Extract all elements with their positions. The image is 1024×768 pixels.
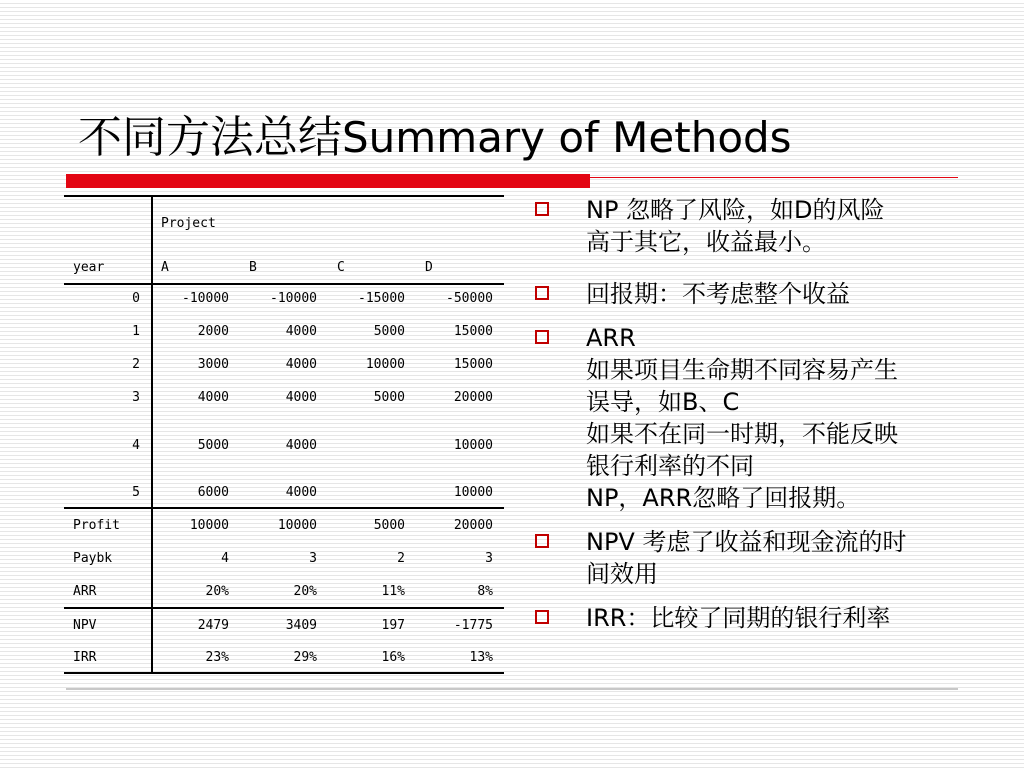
table-cell: 10000: [277, 518, 317, 533]
table-cell: 20%: [205, 584, 229, 599]
row-label: 1: [132, 324, 140, 339]
bullet-item: NPV 考虑了收益和现金流的时 间效用: [532, 526, 1012, 590]
table-cell: 20000: [453, 518, 493, 533]
table-cell: 5000: [373, 324, 405, 339]
header-col-b: B: [249, 260, 257, 275]
table-cell: 11%: [381, 584, 405, 599]
table-cell: 4000: [285, 438, 317, 453]
table-cell: -10000: [182, 291, 229, 306]
table-header-rule: [64, 283, 504, 285]
table-cell: 20000: [453, 390, 493, 405]
title-english: Summary of Methods: [342, 113, 792, 162]
table-profit-rule: [64, 507, 504, 509]
title-accent-bar: [66, 174, 590, 188]
table-cell: 10000: [453, 485, 493, 500]
table-cell: [317, 485, 405, 501]
table-cell: 4000: [197, 390, 229, 405]
row-label: 0: [132, 291, 140, 306]
table-cell: 20%: [293, 584, 317, 599]
slide-title: [78, 108, 792, 168]
table-bottom-rule: [64, 672, 504, 674]
header-col-a: A: [161, 260, 169, 275]
table-cell: 10000: [365, 357, 405, 372]
square-bullet-icon: [535, 202, 549, 216]
header-col-c: C: [337, 260, 345, 275]
header-project: Project: [161, 216, 216, 231]
row-label: Paybk: [73, 551, 113, 566]
table-cell: 4: [221, 551, 229, 566]
table-top-rule: [64, 195, 504, 197]
table-cell: 2: [397, 551, 405, 566]
row-label: Profit: [73, 518, 120, 533]
title-accent-line: [590, 177, 958, 178]
table-npv-rule: [64, 607, 504, 609]
table-cell: 29%: [293, 650, 317, 665]
square-bullet-icon: [535, 286, 549, 300]
bullet-item: IRR：比较了同期的银行利率: [532, 602, 1012, 634]
row-label: 4: [132, 438, 140, 453]
footer-rule: [66, 688, 958, 690]
header-year: year: [73, 260, 105, 275]
bullet-list: [532, 192, 1012, 634]
table-cell: 4000: [285, 357, 317, 372]
table-cell: 4000: [285, 390, 317, 405]
table-cell: 5000: [197, 438, 229, 453]
title-chinese: 不同方法总结: [78, 112, 342, 163]
table-cell: 15000: [453, 357, 493, 372]
table-cell: 16%: [381, 650, 405, 665]
table-cell: 3409: [285, 618, 317, 633]
square-bullet-icon: [535, 610, 549, 624]
table-cell: 3: [309, 551, 317, 566]
table-vertical-rule: [151, 195, 153, 673]
table-cell: 2479: [197, 618, 229, 633]
table-cell: 2000: [197, 324, 229, 339]
bullet-item: ARR 如果项目生命期不同容易产生 误导，如B、C 如果不在同一时期，不能反映 银行利率的不同 NP，ARR忽略了回报期。: [532, 322, 1012, 514]
table-cell: 13%: [469, 650, 493, 665]
table-cell: -1775: [453, 618, 493, 633]
table-cell: 23%: [205, 650, 229, 665]
table-cell: -15000: [358, 291, 405, 306]
table-cell: 3000: [197, 357, 229, 372]
table-cell: -10000: [270, 291, 317, 306]
table-cell: 15000: [453, 324, 493, 339]
row-label: IRR: [73, 650, 97, 665]
row-label: NPV: [73, 618, 97, 633]
header-col-d: D: [425, 260, 433, 275]
table-cell: 4000: [285, 324, 317, 339]
row-label: 3: [132, 390, 140, 405]
table-cell: 5000: [373, 390, 405, 405]
table-cell: 3: [485, 551, 493, 566]
table-cell: 8%: [477, 584, 493, 599]
row-label: 2: [132, 357, 140, 372]
methods-table: [64, 195, 504, 675]
table-cell: 6000: [197, 485, 229, 500]
table-cell: 5000: [373, 518, 405, 533]
bullet-item: 回报期：不考虑整个收益: [532, 278, 1012, 310]
square-bullet-icon: [535, 330, 549, 344]
row-label: ARR: [73, 584, 97, 599]
table-cell: 10000: [453, 438, 493, 453]
bullet-item: NP 忽略了风险，如D的风险 高于其它，收益最小。: [532, 194, 1012, 258]
table-cell: 10000: [189, 518, 229, 533]
table-cell: [317, 438, 405, 454]
table-cell: 197: [381, 618, 405, 633]
row-label: 5: [132, 485, 140, 500]
table-cell: 4000: [285, 485, 317, 500]
table-cell: -50000: [446, 291, 493, 306]
square-bullet-icon: [535, 534, 549, 548]
